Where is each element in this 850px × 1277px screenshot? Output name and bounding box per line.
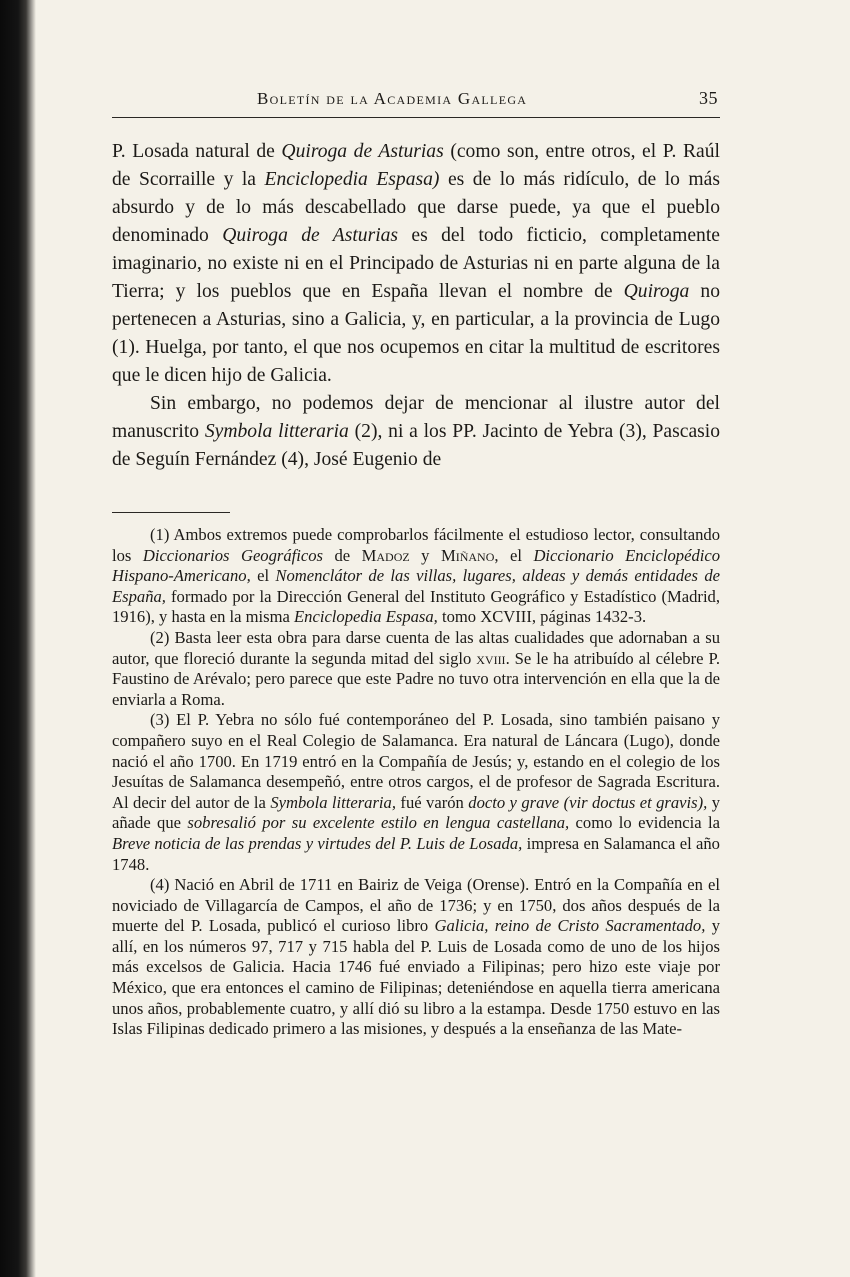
paragraph <box>112 138 720 390</box>
footnote-1 <box>112 525 720 628</box>
footnotes <box>112 525 720 1040</box>
text-run: el <box>250 566 276 586</box>
text-run: P. Losada natural de <box>112 141 282 162</box>
italic-run: Breve noticia de las prendas y virtudes del P. Luis de Losada, <box>112 833 523 853</box>
italic-run: Quiroga de Asturias <box>222 225 399 246</box>
italic-run: sobresalió por su excelente estilo en lengua castellana, <box>187 813 570 833</box>
text-run: (4) Nació en Abril de 1711 en Bairiz de Veiga (Orense). Entró en la Compañía en el noviciado de Villagarcía de Campos, el año de 1736; y en 1750, dos años después de la muerte del P. Losada, publicó el curioso libro <box>112 875 720 936</box>
text-run: como lo evidencia la <box>569 813 720 833</box>
text-run: de <box>323 545 362 565</box>
italic-run: Nomenclátor de las villas, lugares, aldeas y demás entidades de España, <box>112 566 720 606</box>
text-run: formado por la Dirección General del Instituto Geográfico y Estadístico (Madrid, 1916), y hasta en la misma <box>112 586 720 627</box>
page-number: 35 <box>699 88 718 108</box>
text-run: y allí, en los números 97, 717 y 715 habla del P. Luis de Losada como de uno de los hijos más excelsos de Galicia. Hacia 1746 fué enviado a Filipinas; pero hizo este viaje por México, que era entonces el camino de Filipinas; deteniéndose en aquella tierra americana unos años, probablemente cuatro, y allí dió su libro a la estampa. Desde 1750 estuvo en las Islas Filipinas dedicado primero a las misiones, y después a la enseñanza de las Mate- <box>112 916 720 1039</box>
text-run: (2) Basta leer esta obra para darse cuenta de las altas cualidades que adornaban a su autor, que floreció durante la segunda mitad del siglo <box>112 627 720 668</box>
small-caps-run: Madoz <box>361 545 410 565</box>
footnote-2 <box>112 628 720 710</box>
journal-title: Boletín de la Academia Gallega <box>257 89 528 108</box>
text-run: (como son, entre otros, el P. Raúl de Scorraille y la <box>112 141 720 190</box>
italic-run: Galicia, reino de Cristo Sacramentado, <box>434 916 706 936</box>
small-caps-run: xviii <box>476 648 506 668</box>
italic-run: docto y grave (vir doctus et gravis), <box>468 792 708 812</box>
text-run: y añade que <box>112 792 721 833</box>
text-run: (1) Ambos extremos puede comprobarlos fácilmente el estudioso lector, consultando los <box>112 525 720 565</box>
footnote-4 <box>112 875 720 1040</box>
text-run: Sin embargo, no podemos dejar de mencionar al ilustre autor del manuscrito <box>112 393 720 442</box>
footnote-separator <box>112 512 230 513</box>
italic-run: Symbola litteraria <box>204 421 349 442</box>
italic-run: Quiroga <box>623 281 690 302</box>
italic-run: Enciclopedia Espasa) <box>264 169 440 190</box>
text-run: (2), ni a los PP. Jacinto de Yebra (3), Pascasio de Seguín Fernández (4), José Eugenio de <box>112 421 721 470</box>
italic-run: Diccionarios Geográficos <box>142 545 323 565</box>
text-run: fué varón <box>396 792 469 812</box>
text-run: impresa en Salamanca el año 1748. <box>112 833 720 874</box>
main-text <box>112 138 720 474</box>
paragraph <box>112 390 720 474</box>
small-caps-run: Miñano <box>440 545 495 565</box>
text-run: tomo XCVIII, páginas 1432-3. <box>437 607 647 627</box>
text-run: , el <box>494 545 534 565</box>
text-run: es de lo más ridículo, de lo más absurdo y de lo más descabellado que darse puede, ya que el pueblo denominado <box>112 169 720 246</box>
text-run: es del todo ficticio, completamente imaginario, no existe ni en el Principado de Asturias ni en parte alguna de la Tierra; y los pueblos que en España llevan el nombre de <box>112 225 720 302</box>
italic-run: Quiroga de Asturias <box>281 141 444 162</box>
text-run: y <box>409 545 441 565</box>
italic-run: Symbola litteraria, <box>270 792 396 812</box>
italic-run: Enciclopedia Espasa, <box>294 607 438 627</box>
text-run: . Se le ha atribuído al célebre P. Faustino de Arévalo; pero parece que este Padre no tuvo otra intervención en ella que la de enviarla a Roma. <box>112 648 720 709</box>
book-page <box>112 88 720 1040</box>
text-run: (3) El P. Yebra no sólo fué contemporáneo del P. Losada, sino también paisano y compañero suyo en el Real Colegio de Salamanca. Era natural de Láncara (Lugo), donde nació el año 1700. En 1719 entró en la Compañía de Jesús; y, estando en el colegio de los Jesuítas de Salamanca desempeñó, entre otros cargos, el de profesor de Sagrada Escritura. Al decir del autor de la <box>112 710 720 812</box>
text-run: no pertenecen a Asturias, sino a Galicia, y, en particular, a la provincia de Lugo (1). Huelga, por tanto, el que nos ocupemos en citar la multitud de escritores que le dicen hijo de Galicia. <box>112 281 720 386</box>
italic-run: Diccionario Enciclopédico Hispano-Americano, <box>112 545 721 586</box>
footnote-3 <box>112 710 720 875</box>
scan-binding-edge <box>0 0 36 1277</box>
running-header <box>112 88 720 118</box>
